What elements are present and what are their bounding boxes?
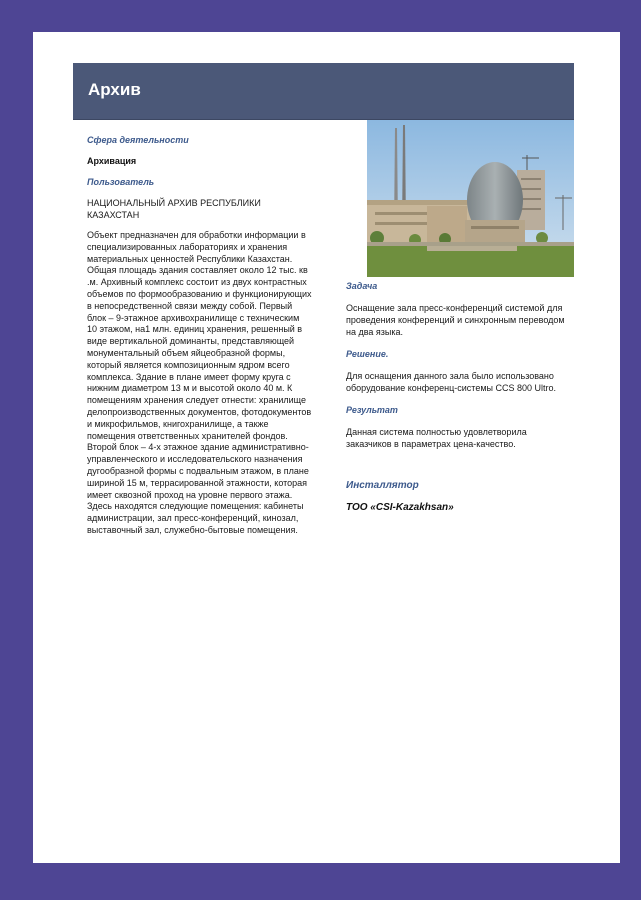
sphere-heading: Сфера деятельности (87, 135, 189, 145)
description-line: Объект предназначен для обработки информации в (87, 230, 306, 240)
description-line: имеет сквозной проход на уровне первого этажа. (87, 489, 293, 500)
description-line: Второй блок – 4-х этажное здание административно- (87, 442, 309, 453)
description-line: специализированных лабораториях и хранения (87, 241, 288, 252)
description-line: комплекса. Здание в плане имеет форму круга с (87, 371, 291, 382)
description-line: управленческого и исследовательского назначения (87, 454, 303, 465)
description-line: в непосредственной связи между собой. Первый (87, 300, 293, 311)
installer-name: ТОО «CSI-Kazakhsan» (346, 502, 454, 513)
description-line: Здесь находятся следующие помещения: кабинеты (87, 501, 304, 512)
description (87, 230, 315, 537)
solution-line: Для оснащения данного зала было использовано (346, 371, 554, 381)
solution-heading: Решение. (346, 349, 389, 359)
description-line: объемов по формообразованию и функционирующих (87, 288, 312, 299)
description-line: монументальный объем яйцеобразной формы, (87, 347, 286, 358)
result-text (346, 426, 578, 450)
result-line: Данная система полностью удовлетворила (346, 427, 527, 437)
page-title: Архив (88, 80, 141, 99)
description-line: шириной 15 м, террасированной этажности, которая (87, 477, 308, 488)
description-line: администрации, зал пресс-конференций, кинозал, (87, 513, 299, 524)
description-line: помещениям хранения следует отнести: хранилище (87, 395, 306, 406)
solution-text (346, 370, 578, 394)
description-line: и микрофильмов, книгохранилище, а также (87, 418, 269, 429)
user-value-line: КАЗАХСТАН (87, 210, 140, 220)
task-line: на два языка. (346, 327, 404, 337)
installer-heading: Инсталлятор (346, 480, 419, 491)
task-text (346, 302, 578, 338)
user-value-line: НАЦИОНАЛЬНЫЙ АРХИВ РЕСПУБЛИКИ (87, 198, 261, 208)
description-line: Общая площадь здания составляет около 12 тыс. кв (87, 265, 308, 276)
description-line: который является композиционным ядром всего (87, 359, 290, 370)
left-column (87, 134, 315, 537)
solution-line: оборудование конференц-системы CCS 800 Ultro. (346, 383, 557, 393)
description-line: дугообразной формы с подвальным этажом, в плане (87, 465, 309, 476)
description-line: материальных ценностей Республики Казахстан. (87, 253, 293, 264)
description-line: блок – 9-этажное архивохранилище с техническим (87, 312, 300, 323)
right-column (346, 280, 578, 514)
description-line: нижним диаметром 13 м и высотой около 40 м. К (87, 383, 293, 394)
sphere-value: Архивация (87, 156, 137, 166)
building-photo (367, 120, 574, 277)
task-line: проведения конференций и синхронным переводом (346, 315, 565, 325)
description-line: помещения ответственных хранителей фондов. (87, 430, 288, 441)
header-bar (73, 63, 574, 120)
description-line: делопроизводственных документов, фотодокументов (87, 406, 312, 417)
task-heading: Задача (346, 281, 378, 291)
description-line: .м. Архивный комплекс состоит из двух контрастных (87, 277, 307, 288)
user-value (87, 197, 315, 221)
document-page (33, 32, 620, 863)
task-line: Оснащение зала пресс-конференций системой для (346, 303, 563, 313)
description-line: выставочный зал, служебно-бытовые помещения. (87, 524, 298, 535)
result-heading: Результат (346, 405, 398, 415)
building-photo-illustration (367, 120, 574, 277)
description-line: виде вертикальной доминанты, представляющей (87, 336, 295, 347)
description-line: 10 этажом, на1 млн. единиц хранения, решенный в (87, 324, 303, 335)
user-heading: Пользователь (87, 177, 155, 187)
result-line: заказчиков в параметрах цена-качество. (346, 439, 516, 449)
